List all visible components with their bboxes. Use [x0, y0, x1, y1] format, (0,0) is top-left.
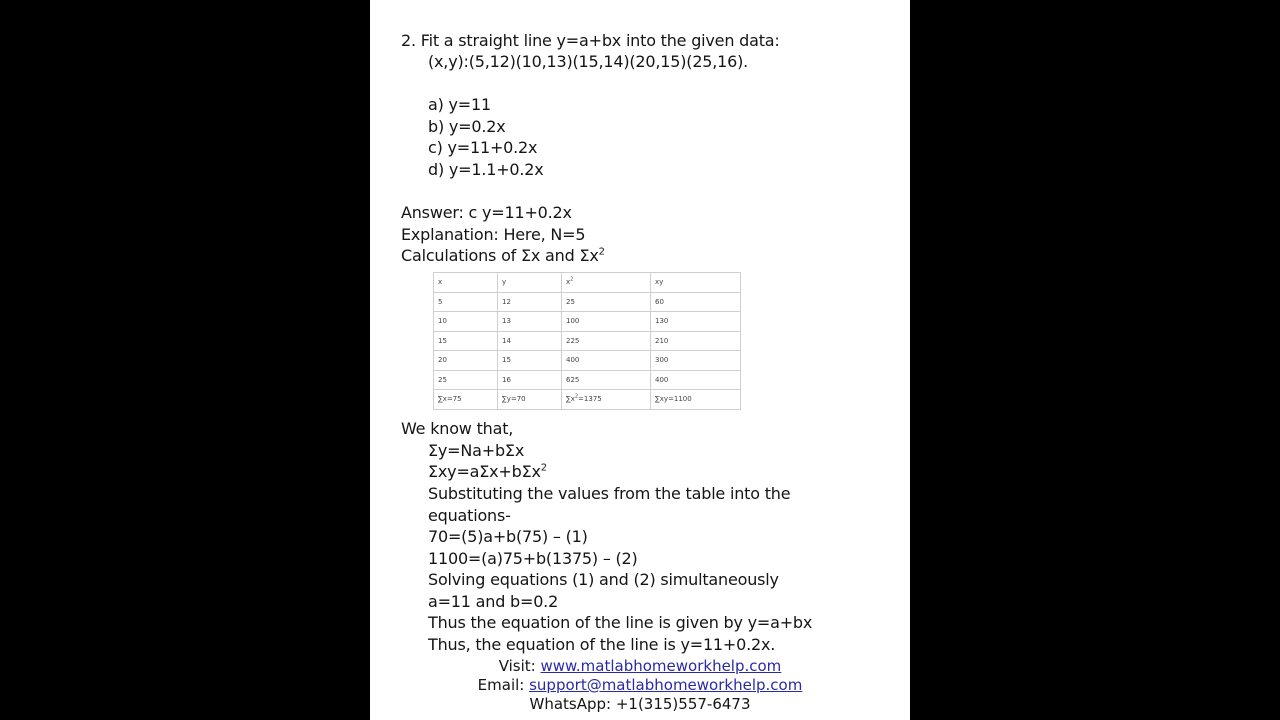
table-row — [434, 351, 741, 371]
normal-equation-2 — [428, 461, 547, 482]
table-cell: 400 — [562, 351, 651, 371]
email-label: Email: — [477, 676, 530, 694]
footer-whatsapp: WhatsApp: +1(315)557-6473 — [529, 695, 751, 713]
header-cell-text: x — [566, 278, 571, 287]
table-cell: 100 — [562, 312, 651, 332]
total-sum-x2-value: =1375 — [578, 395, 602, 404]
table-cell: 225 — [562, 331, 651, 351]
table-cell: 5 — [434, 292, 498, 312]
document-page — [370, 0, 910, 720]
superscript: 2 — [570, 276, 574, 283]
header-cell: y — [498, 273, 562, 293]
visit-label: Visit: — [498, 657, 541, 675]
substituting-text-1: Substituting the values from the table into the — [428, 484, 791, 503]
table-cell: 25 — [562, 292, 651, 312]
table-cell: 130 — [651, 312, 741, 332]
table-row — [434, 331, 741, 351]
header-cell — [562, 273, 651, 293]
normal-equation-2-text: Σxy=aΣx+bΣx — [428, 462, 541, 481]
table-header-row — [434, 273, 741, 293]
superscript: 2 — [574, 393, 579, 400]
superscript: 2 — [598, 246, 605, 258]
table-cell: 13 — [498, 312, 562, 332]
conclusion-line-1: Thus the equation of the line is given by y=a+bx — [428, 613, 813, 632]
derivation-intro: We know that, — [401, 419, 514, 438]
table-cell: 15 — [498, 351, 562, 371]
header-cell: x — [434, 273, 498, 293]
normal-equation-1: Σy=Na+bΣx — [428, 441, 525, 460]
total-sum-x2-prefix: ∑x — [566, 395, 575, 404]
table-cell: 300 — [651, 351, 741, 371]
solving-text: Solving equations (1) and (2) simultaneously — [428, 570, 779, 589]
email-link[interactable]: support@matlabhomeworkhelp.com — [529, 676, 803, 694]
question-data-points: (x,y):(5,12)(10,13)(15,14)(20,15)(25,16). — [428, 52, 749, 71]
total-sum-x: ∑x=75 — [434, 390, 498, 410]
table-cell: 16 — [498, 370, 562, 390]
option-b: b) y=0.2x — [428, 117, 506, 136]
footer-visit — [370, 657, 910, 676]
explanation-line: Explanation: Here, N=5 — [401, 225, 586, 244]
calculation-table — [433, 272, 741, 410]
table-row — [434, 370, 741, 390]
footer-email — [370, 676, 910, 695]
total-sum-y: ∑y=70 — [498, 390, 562, 410]
table-cell: 12 — [498, 292, 562, 312]
total-sum-xy: ∑xy=1100 — [651, 390, 741, 410]
calculations-heading — [401, 245, 605, 266]
table-cell: 20 — [434, 351, 498, 371]
conclusion-line-2: Thus, the equation of the line is y=11+0.2x. — [428, 635, 776, 654]
calculations-heading-text: Calculations of Σx and Σx — [401, 246, 599, 265]
substituting-text-2: equations- — [428, 506, 511, 525]
table-cell: 60 — [651, 292, 741, 312]
option-a: a) y=11 — [428, 95, 491, 114]
option-d: d) y=1.1+0.2x — [428, 160, 544, 179]
table-cell: 625 — [562, 370, 651, 390]
website-link[interactable]: www.matlabhomeworkhelp.com — [540, 657, 782, 675]
substituted-equation-1: 70=(5)a+b(75) – (1) — [428, 527, 588, 546]
table-cell: 10 — [434, 312, 498, 332]
header-cell: xy — [651, 273, 741, 293]
option-c: c) y=11+0.2x — [428, 138, 538, 157]
total-sum-x2 — [562, 390, 651, 410]
table-cell: 14 — [498, 331, 562, 351]
table-cell: 25 — [434, 370, 498, 390]
question-title: 2. Fit a straight line y=a+bx into the given data: — [401, 31, 780, 50]
table-totals-row — [434, 390, 741, 410]
table-row — [434, 292, 741, 312]
table-cell: 15 — [434, 331, 498, 351]
answer-line: Answer: c y=11+0.2x — [401, 203, 572, 222]
table-cell: 400 — [651, 370, 741, 390]
table-row — [434, 312, 741, 332]
substituted-equation-2: 1100=(a)75+b(1375) – (2) — [428, 549, 638, 568]
result-values: a=11 and b=0.2 — [428, 592, 559, 611]
superscript: 2 — [540, 462, 547, 474]
table-cell: 210 — [651, 331, 741, 351]
